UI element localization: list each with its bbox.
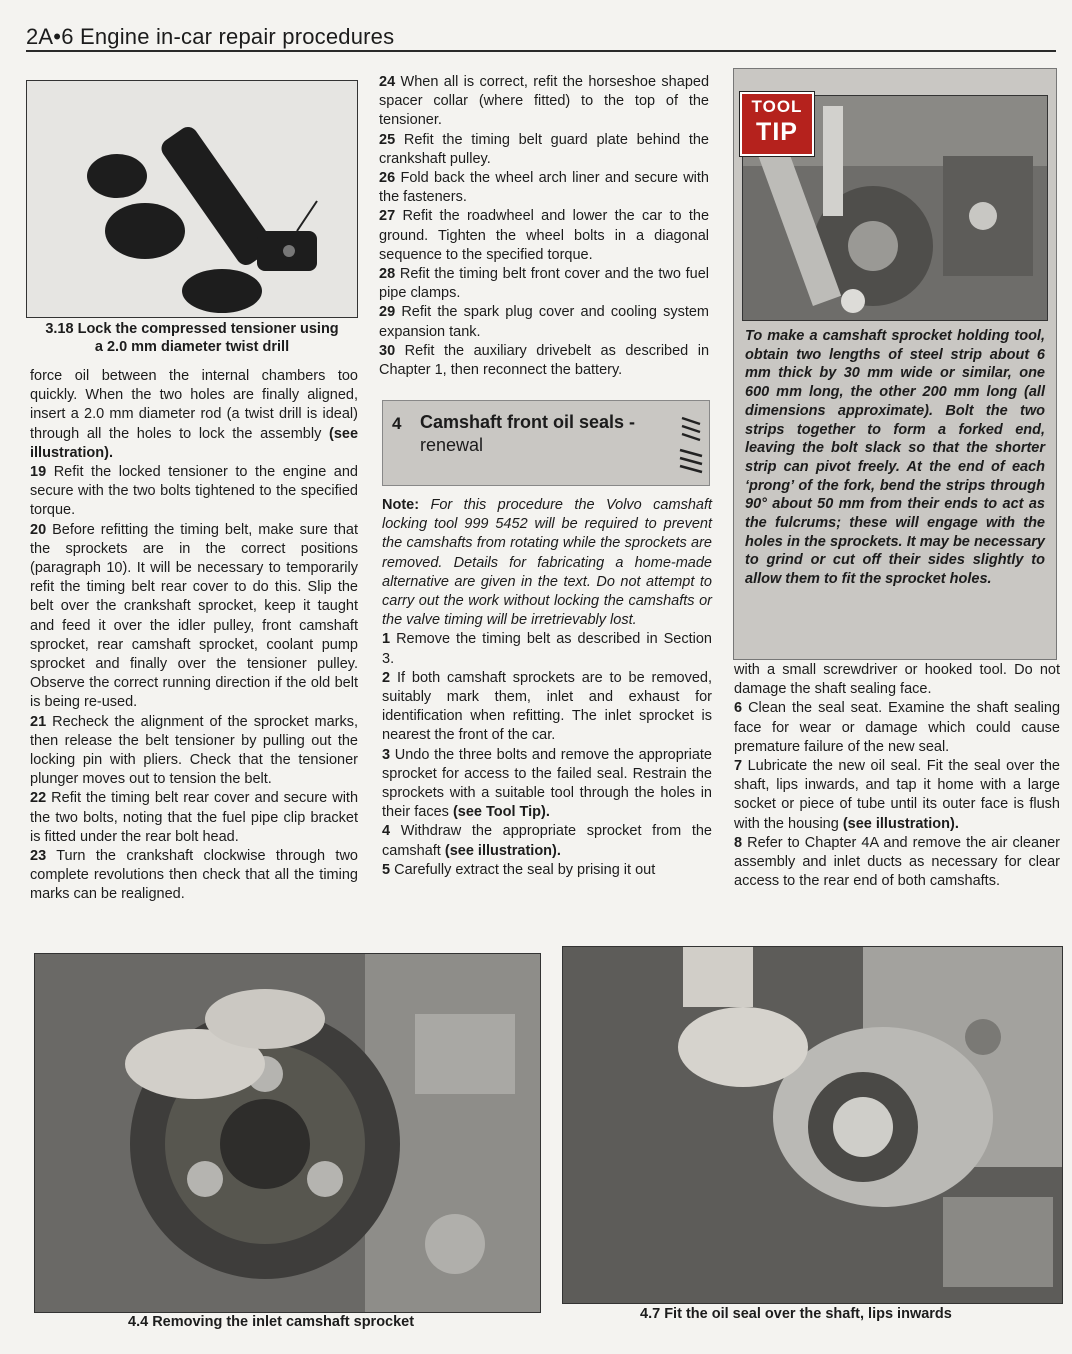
step-21: 21 Recheck the alignment of the sprocket marks, then release the belt tensioner by pulling out the locking pin with pliers. Check that the tensioner plunger moves out to tension the belt. <box>30 713 358 788</box>
column-2-top <box>379 73 709 380</box>
column-3 <box>734 661 1060 891</box>
step-27: 27 Refit the roadwheel and lower the car to the ground. Tighten the wheel bolts in a diagonal sequence to the specified torque. <box>379 208 710 263</box>
tool-tip-text: To make a camshaft sprocket holding tool, obtain two lengths of steel strip about 6 mm thick by 30 mm wide or similar, one 600 mm long, the other 200 mm long (all dimensions approximate). Bolt the two strips together to form a forked end, leaving the bolt slack so that the shorter strip can pivot freely. At the end of each ‘prong’ of the fork, bend the strips through 90° about 50 mm from their ends to act as the fulcrums; these will engage with the holes in the sprockets. It may be necessary to grind or cut off their sides slightly to allow them to fit the sprocket holes. <box>745 328 1045 588</box>
caption-text: Removing the inlet camshaft sprocket <box>152 1314 415 1330</box>
column-2-bottom <box>382 496 712 880</box>
step-1: 1 Remove the timing belt as described in Section 3. <box>382 631 712 667</box>
figure-4-7-photo <box>562 946 1063 1304</box>
figure-number: 4.4 <box>128 1314 149 1330</box>
step-6: 6 Clean the seal seat. Examine the shaft sealing face for wear or damage which could cause premature failure of the new seal. <box>734 700 1061 755</box>
tool-tip-badge <box>740 92 814 156</box>
figure-4-4-photo <box>34 953 541 1313</box>
caption-line: Lock the compressed tensioner using <box>77 321 339 337</box>
step-30: 30 Refit the auxiliary drivebelt as described in Chapter 1, then reconnect the battery. <box>379 342 710 379</box>
step-7: 7 Lubricate the new oil seal. Fit the seal over the shaft, lips inwards, and tap it home with a large socket or piece of tube until its outer face is flush with the housing (see illustration). <box>734 758 1060 832</box>
caption-line: a 2.0 mm diameter twist drill <box>94 339 290 355</box>
section-subtitle: renewal <box>420 435 484 455</box>
step-26: 26 Fold back the wheel arch liner and secure with the fasteners. <box>379 170 710 206</box>
section-title: Camshaft front oil seals - <box>420 412 636 432</box>
column-1 <box>30 367 358 905</box>
step-22: 22 Refit the timing belt rear cover and secure with the two bolts, noting that the fuel pipe clip bracket is fitted under the rear bolt head. <box>30 790 359 845</box>
paragraph: force oil between the internal chambers too quickly. When the two holes are finally aligned, insert a 2.0 mm diameter rod (a twist drill is ideal) through all the holes to lock the assembly (see illustration). <box>30 368 359 461</box>
figure-4-4-caption <box>128 1313 414 1331</box>
page-header: 2A•6 Engine in-car repair procedures <box>26 24 395 49</box>
badge-line-2: TIP <box>756 118 798 146</box>
badge-line-1: TOOL <box>751 97 803 116</box>
step-25: 25 Refit the timing belt guard plate behind the crankshaft pulley. <box>379 131 709 167</box>
note: Note: For this procedure the Volvo camshaft locking tool 999 5452 will be required to prevent the camshafts from rotating while the sprockets are removed. Details for fabricating a home-made alternative are given in the text. Do not attempt to carry out the work without locking the camshafts or the valve timing will be irretrievably lost. <box>382 497 712 629</box>
figure-number: 4.7 <box>640 1306 661 1322</box>
step-23: 23 Turn the crankshaft clockwise through two complete revolutions then check that all the timing marks can be realigned. <box>30 848 358 903</box>
step-29: 29 Refit the spark plug cover and cooling system expansion tank. <box>379 304 709 340</box>
header-rule <box>26 50 1056 52</box>
step-20: 20 Before refitting the timing belt, make sure that the sprockets are in the correct positions (paragraph 10). It will be necessary to temporarily refit the timing belt rear cover to do this. Slip the belt over the crankshaft sprocket, keep it taught and feed it over the idler pulley, front camshaft sprocket, rear camshaft sprocket, coolant pump sprocket and finally over the tensioner pulley. Observe the correct running direction if the old belt is being re-used. <box>30 521 358 711</box>
caption-text: Fit the oil seal over the shaft, lips inwards <box>664 1306 952 1322</box>
step-8: 8 Refer to Chapter 4A and remove the air cleaner assembly and inlet ducts as necessary for clear access to the rear end of both camshafts. <box>734 834 1061 890</box>
step-2: 2 If both camshaft sprockets are to be removed, suitably mark them, inlet and exhaust for identification when refitting. The inlet sprocket is nearest the front of the car. <box>382 669 713 744</box>
paragraph: with a small screwdriver or hooked tool. Do not damage the shaft sealing face. <box>734 662 1060 698</box>
figure-number: 3.18 <box>45 321 74 337</box>
step-19: 19 Refit the locked tensioner to the engine and secure with the two bolts tightened to the specified torque. <box>30 464 358 519</box>
step-24: 24 When all is correct, refit the horseshoe shaped spacer collar (where fitted) to the top of the tensioner. <box>379 74 710 129</box>
step-28: 28 Refit the timing belt front cover and the two fuel pipe clamps. <box>379 266 709 302</box>
difficulty-rating-icon <box>676 410 706 476</box>
step-3: 3 Undo the three bolts and remove the appropriate sprocket for access to the failed seal. Restrain the sprockets with a suitable tool through the holes in their faces (see Tool Tip). <box>382 746 712 821</box>
figure-4-7-caption <box>640 1305 952 1323</box>
step-5: 5 Carefully extract the seal by prising it out <box>382 861 656 878</box>
section-number: 4 <box>392 414 402 433</box>
figure-3-18-caption <box>26 320 358 356</box>
step-4: 4 Withdraw the appropriate sprocket from the camshaft (see illustration). <box>382 823 712 859</box>
figure-3-18-photo <box>26 80 358 318</box>
